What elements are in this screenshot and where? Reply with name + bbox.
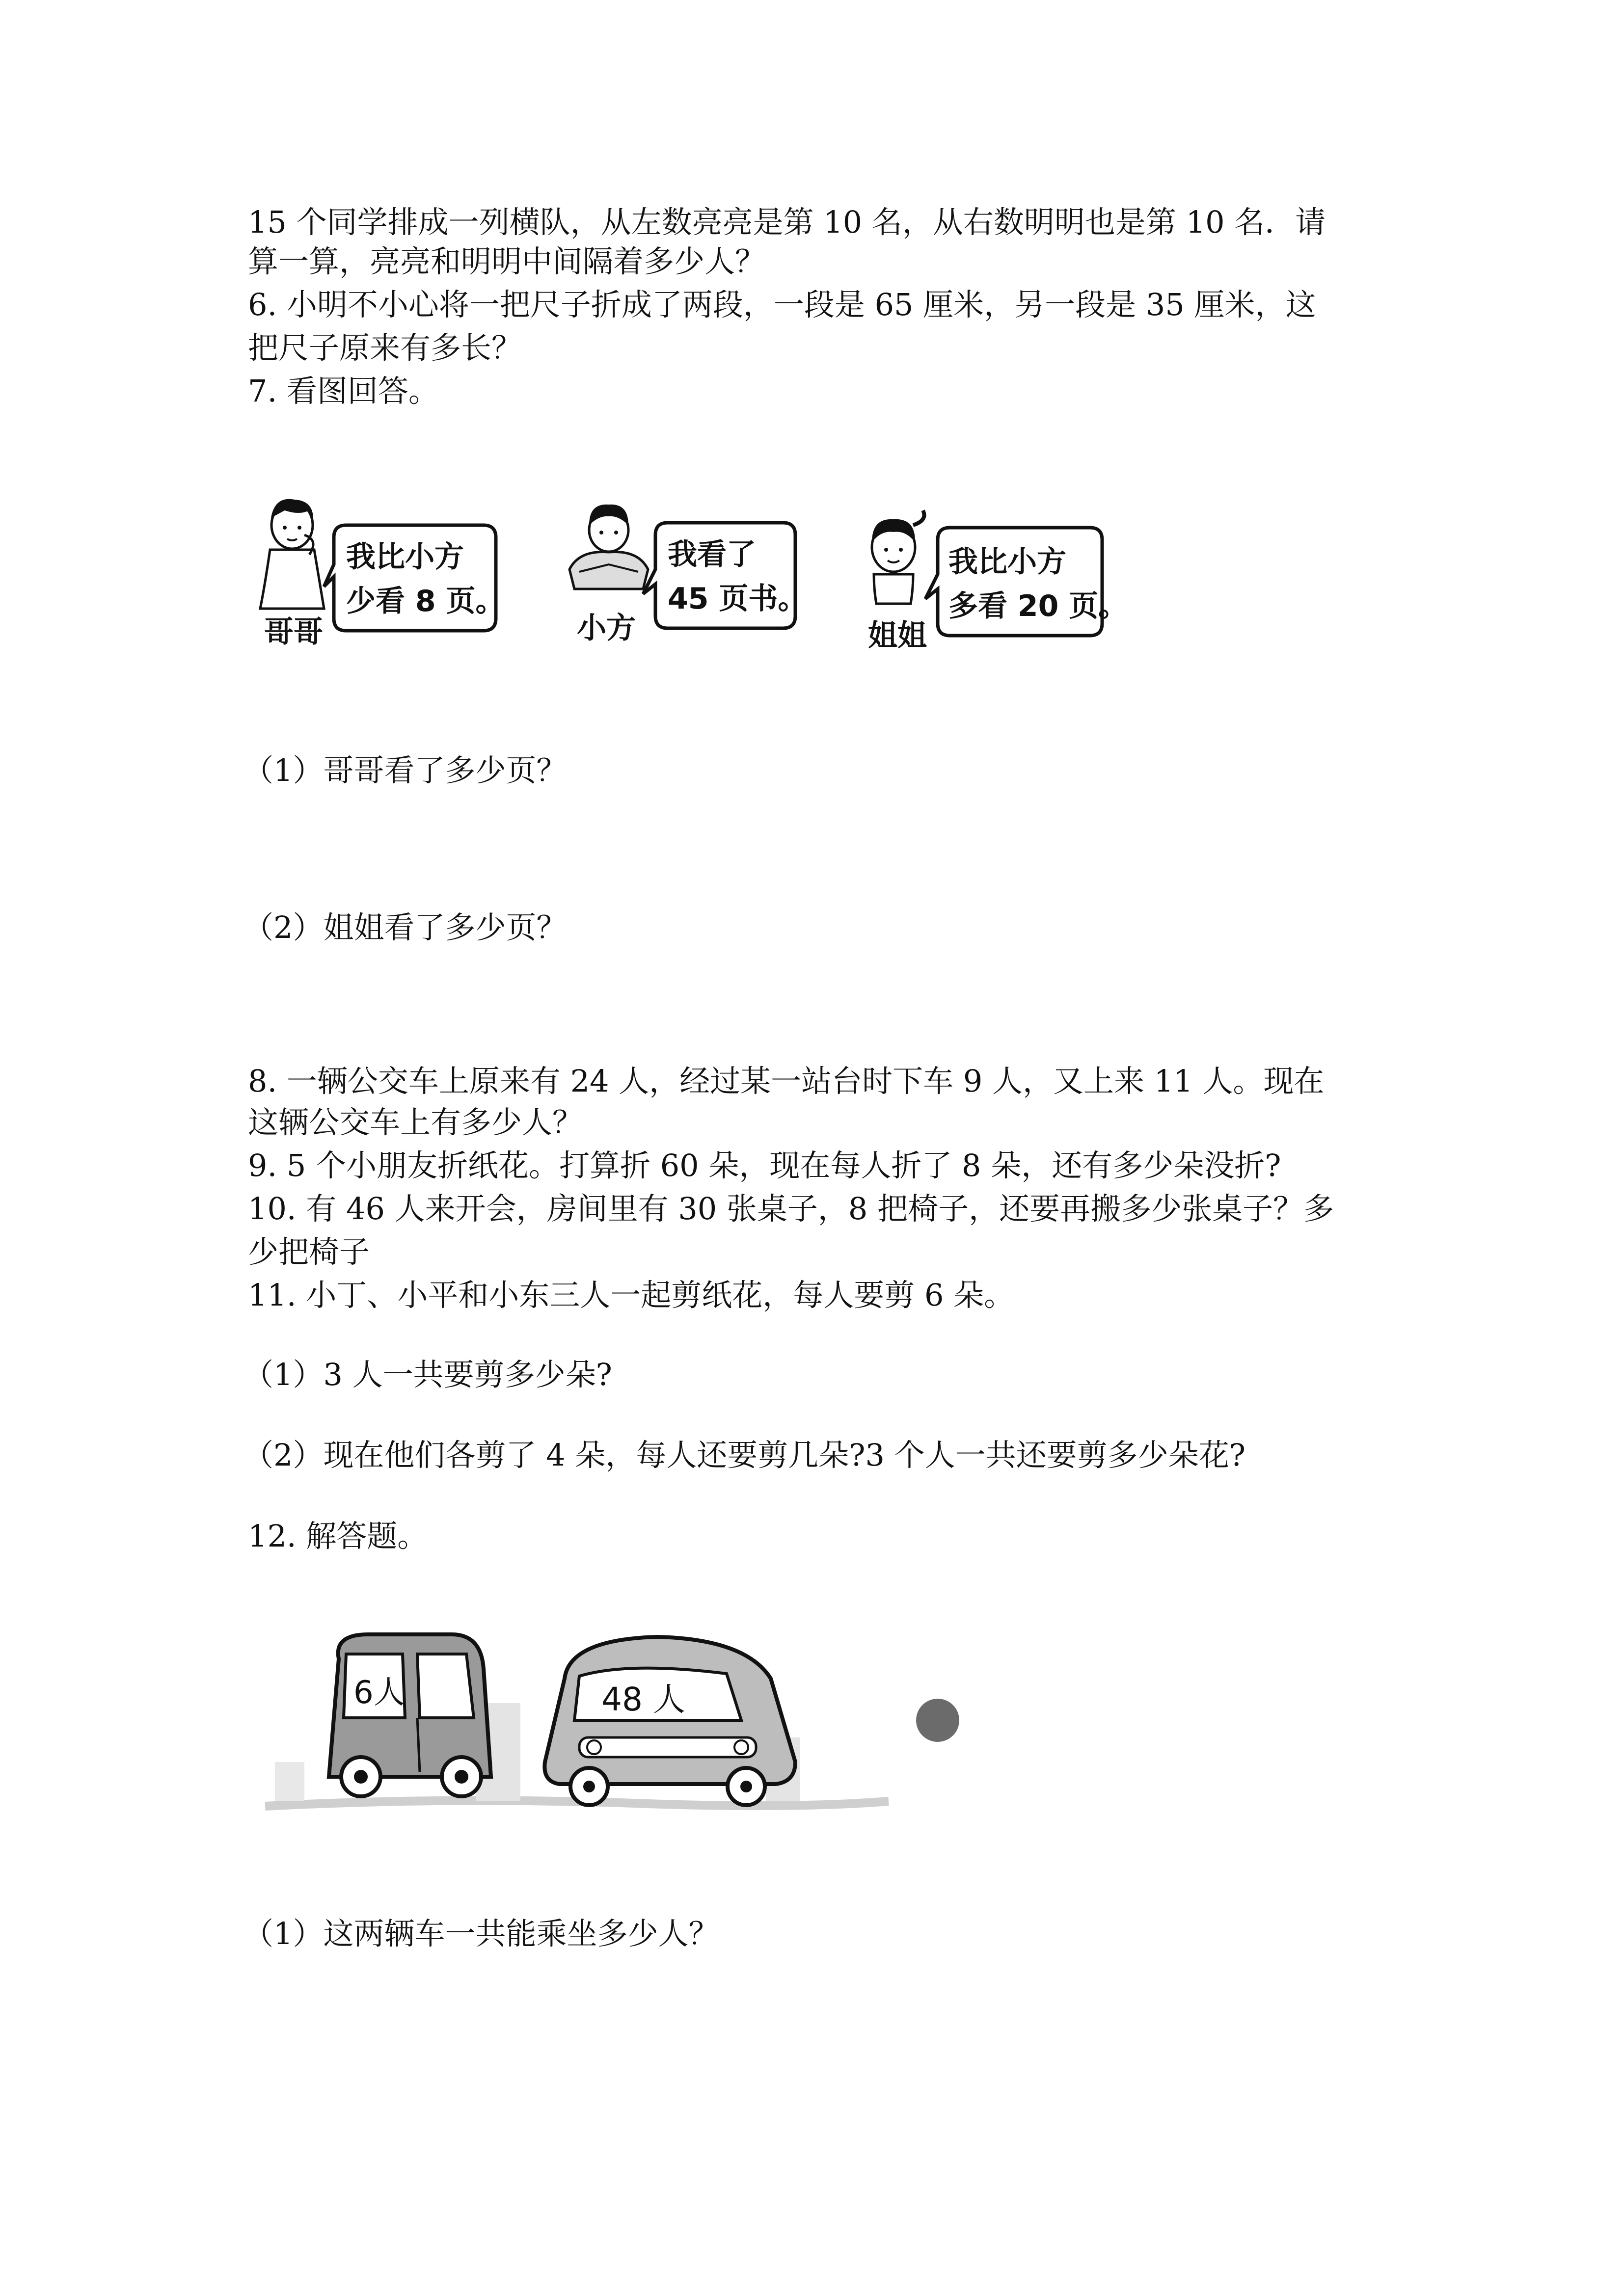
problem-11-question-2: （2）现在他们各剪了 4 朵，每人还要剪几朵?3 个人一共还要剪多少朵花?	[243, 1437, 1245, 1473]
xiaofang-name: 小方	[577, 611, 636, 645]
problem-10-line-1: 10. 有 46 人来开会，房间里有 30 张桌子，8 把椅子，还要再搬多少张桌子？多	[248, 1191, 1334, 1227]
problem-11-question-1: （1）3 人一共要剪多少朵?	[243, 1357, 612, 1392]
problem-8-line-2: 这辆公交车上有多少人？	[248, 1104, 583, 1140]
small-car	[329, 1634, 491, 1796]
problem-5-line-2: 算一算，亮亮和明明中间隔着多少人？	[248, 243, 766, 279]
xiaofang-character	[569, 505, 648, 589]
problem-7-title: 7. 看图回答。	[248, 373, 439, 409]
brother-bubble-line-2: 少看 8 页。	[346, 584, 505, 618]
vehicles-figure	[255, 1615, 992, 1831]
reading-pages-figure	[236, 491, 1128, 653]
xiaofang-bubble-line-1: 我看了	[668, 537, 756, 572]
small-car-label: 6人	[353, 1675, 405, 1711]
bus	[544, 1637, 795, 1805]
problem-7-question-2: （2）姐姐看了多少页？	[243, 909, 567, 945]
problem-5-line-1: 15 个同学排成一列横队，从左数亮亮是第 10 名，从右数明明也是第 10 名．请	[248, 204, 1326, 240]
brother-bubble-line-1: 我比小方	[346, 540, 464, 574]
problem-9-line-1: 9. 5 个小朋友折纸花。打算折 60 朵，现在每人折了 8 朵，还有多少朵没折?	[248, 1148, 1281, 1183]
problem-11-line-1: 11. 小丁、小平和小东三人一起剪纸花，每人要剪 6 朵。	[248, 1277, 1015, 1313]
xiaofang-bubble-line-2: 45 页书。	[668, 582, 808, 616]
problem-8-line-1: 8. 一辆公交车上原来有 24 人，经过某一站台时下车 9 人，又上来 11 人。现在	[248, 1063, 1325, 1099]
problem-10-line-2: 少把椅子	[248, 1234, 370, 1270]
brother-name: 哥哥	[264, 615, 323, 649]
sister-bubble-line-2: 多看 20 页。	[948, 589, 1128, 623]
gray-dot	[916, 1699, 959, 1742]
problem-6-line-1: 6. 小明不小心将一把尺子折成了两段，一段是 65 厘米，另一段是 35 厘米，这	[248, 287, 1316, 322]
brother-character	[260, 499, 324, 609]
sister-name: 姐姐	[868, 618, 927, 653]
sister-character	[872, 510, 924, 604]
sister-bubble-line-1: 我比小方	[948, 545, 1066, 579]
problem-12-title: 12. 解答题。	[248, 1518, 428, 1554]
problem-6-line-2: 把尺子原来有多长？	[248, 330, 522, 366]
problem-7-question-1: （1）哥哥看了多少页？	[243, 752, 567, 788]
problem-12-question-1: （1）这两辆车一共能乘坐多少人？	[243, 1916, 719, 1951]
bus-label: 48 人	[601, 1681, 685, 1718]
